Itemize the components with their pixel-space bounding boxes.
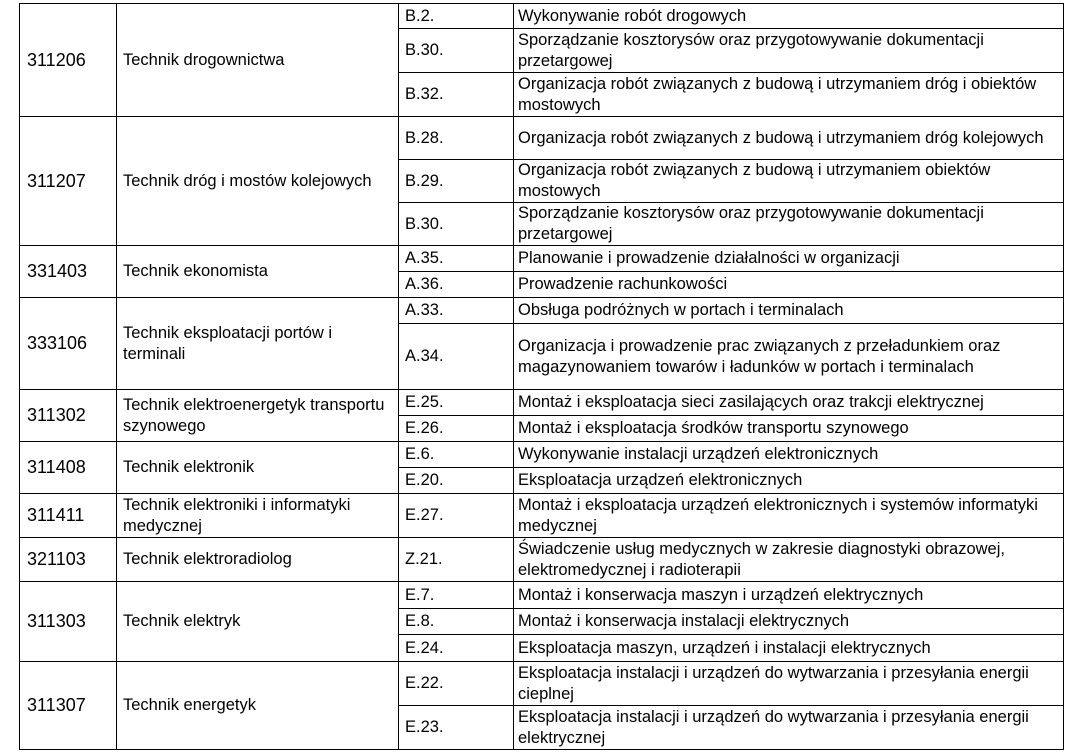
table-row bbox=[20, 298, 1064, 324]
table-row bbox=[20, 538, 1064, 582]
profession-name: Technik elektroradiolog bbox=[117, 538, 399, 582]
qualification-name: Montaż i eksploatacja urządzeń elektronicznych i systemów informatyki medycznej bbox=[514, 494, 1064, 538]
profession-name: Technik drogownictwa bbox=[117, 4, 399, 117]
table-row bbox=[20, 662, 1064, 706]
qualification-name: Eksploatacja instalacji i urządzeń do wytwarzania i przesyłania energii elektrycznej bbox=[514, 706, 1064, 750]
qualification-name: Wykonywanie instalacji urządzeń elektronicznych bbox=[514, 442, 1064, 468]
table-row bbox=[20, 246, 1064, 272]
table-row bbox=[20, 494, 1064, 538]
qualification-name: Wykonywanie robót drogowych bbox=[514, 4, 1064, 29]
qualification-name: Montaż i eksploatacja środków transportu szynowego bbox=[514, 416, 1064, 442]
profession-code: 311207 bbox=[20, 117, 117, 246]
qualification-code: E.20. bbox=[399, 468, 514, 494]
profession-code: 321103 bbox=[20, 538, 117, 582]
qualification-code: E.8. bbox=[399, 609, 514, 635]
profession-name: Technik ekonomista bbox=[117, 246, 399, 298]
qualification-name: Montaż i konserwacja maszyn i urządzeń elektrycznych bbox=[514, 582, 1064, 609]
profession-name: Technik dróg i mostów kolejowych bbox=[117, 117, 399, 246]
qualification-name: Organizacja robót związanych z budową i utrzymaniem obiektów mostowych bbox=[514, 160, 1064, 203]
qualification-code: E.6. bbox=[399, 442, 514, 468]
table-row bbox=[20, 117, 1064, 160]
qualification-name: Eksploatacja urządzeń elektronicznych bbox=[514, 468, 1064, 494]
table-row bbox=[20, 390, 1064, 416]
qualification-code: E.23. bbox=[399, 706, 514, 750]
qualification-code: A.33. bbox=[399, 298, 514, 324]
table-row bbox=[20, 582, 1064, 609]
profession-name: Technik energetyk bbox=[117, 662, 399, 750]
profession-code: 333106 bbox=[20, 298, 117, 390]
profession-name: Technik eksploatacji portów i terminali bbox=[117, 298, 399, 390]
qualification-code: E.22. bbox=[399, 662, 514, 706]
qualification-name: Prowadzenie rachunkowości bbox=[514, 272, 1064, 298]
profession-code: 331403 bbox=[20, 246, 117, 298]
qualification-name: Organizacja robót związanych z budową i utrzymaniem dróg i obiektów mostowych bbox=[514, 73, 1064, 117]
profession-name: Technik elektroenergetyk transportu szynowego bbox=[117, 390, 399, 442]
qualification-name: Sporządzanie kosztorysów oraz przygotowywanie dokumentacji przetargowej bbox=[514, 203, 1064, 246]
profession-code: 311408 bbox=[20, 442, 117, 494]
qualification-code: A.36. bbox=[399, 272, 514, 298]
qualification-code: B.29. bbox=[399, 160, 514, 203]
table-row bbox=[20, 4, 1064, 29]
qualification-name: Świadczenie usług medycznych w zakresie diagnostyki obrazowej, elektromedycznej i radioterapii bbox=[514, 538, 1064, 582]
qualification-code: B.28. bbox=[399, 117, 514, 160]
qualification-code: B.2. bbox=[399, 4, 514, 29]
profession-code: 311307 bbox=[20, 662, 117, 750]
profession-name: Technik elektryk bbox=[117, 582, 399, 662]
qualification-code: E.26. bbox=[399, 416, 514, 442]
qualification-code: A.34. bbox=[399, 324, 514, 390]
qualification-name: Sporządzanie kosztorysów oraz przygotowywanie dokumentacji przetargowej bbox=[514, 29, 1064, 73]
qualification-name: Organizacja robót związanych z budową i utrzymaniem dróg kolejowych bbox=[514, 117, 1064, 160]
qualification-code: B.30. bbox=[399, 29, 514, 73]
profession-name: Technik elektronik bbox=[117, 442, 399, 494]
profession-code: 311411 bbox=[20, 494, 117, 538]
qualification-code: E.24. bbox=[399, 635, 514, 662]
qualification-code: E.27. bbox=[399, 494, 514, 538]
qualification-name: Organizacja i prowadzenie prac związanych z przeładunkiem oraz magazynowaniem towarów i ładunków w portach i terminalach bbox=[514, 324, 1064, 390]
qualification-code: E.7. bbox=[399, 582, 514, 609]
qualification-code: B.32. bbox=[399, 73, 514, 117]
table-row bbox=[20, 442, 1064, 468]
qualifications-table bbox=[19, 3, 1064, 750]
qualification-name: Montaż i eksploatacja sieci zasilających oraz trakcji elektrycznej bbox=[514, 390, 1064, 416]
qualification-code: E.25. bbox=[399, 390, 514, 416]
qualifications-table-body bbox=[20, 4, 1064, 750]
profession-name: Technik elektroniki i informatyki medycznej bbox=[117, 494, 399, 538]
qualification-code: Z.21. bbox=[399, 538, 514, 582]
qualification-name: Eksploatacja maszyn, urządzeń i instalacji elektrycznych bbox=[514, 635, 1064, 662]
qualification-name: Obsługa podróżnych w portach i terminalach bbox=[514, 298, 1064, 324]
qualification-code: A.35. bbox=[399, 246, 514, 272]
qualification-code: B.30. bbox=[399, 203, 514, 246]
qualification-name: Eksploatacja instalacji i urządzeń do wytwarzania i przesyłania energii cieplnej bbox=[514, 662, 1064, 706]
profession-code: 311206 bbox=[20, 4, 117, 117]
profession-code: 311303 bbox=[20, 582, 117, 662]
qualification-name: Montaż i konserwacja instalacji elektrycznych bbox=[514, 609, 1064, 635]
qualification-name: Planowanie i prowadzenie działalności w organizacji bbox=[514, 246, 1064, 272]
profession-code: 311302 bbox=[20, 390, 117, 442]
